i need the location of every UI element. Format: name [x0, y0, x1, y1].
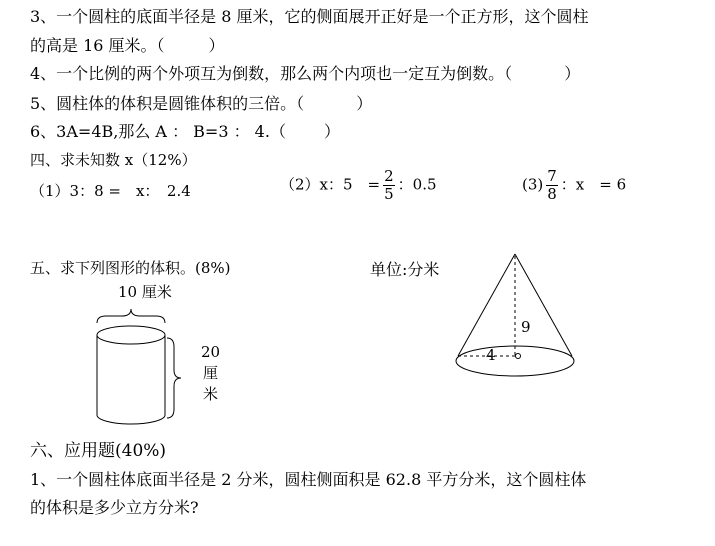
cone-center-point — [516, 354, 521, 359]
fraction-denominator: 8 — [547, 185, 557, 203]
section-6-title: 六、应用题(40%) — [30, 441, 167, 461]
cylinder-bottom-arc — [97, 415, 165, 424]
cone-base-ellipse — [456, 346, 574, 376]
paren-close: ） — [564, 64, 581, 83]
cone-height-label: 9 — [521, 318, 531, 336]
fraction-numerator: 2 — [384, 167, 394, 185]
paren-close: ） — [356, 94, 373, 113]
cylinder-top-brace — [97, 309, 165, 323]
height-value: 20 — [201, 343, 221, 361]
equation-2-suffix: ：0.5 — [397, 175, 437, 194]
question-3-line1: 3、一个圆柱的底面半径是 8 厘米，它的侧面展开正好是一个正方形，这个圆柱 — [30, 7, 589, 26]
fraction-denominator: 5 — [384, 185, 394, 203]
cylinder-diameter-label: 10 厘米 — [118, 283, 172, 301]
application-q1-line1: 1、一个圆柱体底面半径是 2 分米，圆柱侧面积是 62.8 平方分米，这个圆柱体 — [30, 470, 587, 489]
unit-label: 单位:分米 — [370, 260, 440, 279]
height-unit-char: 米 — [203, 385, 219, 403]
question-5-text: 5、圆柱体的体积是圆锥体积的三倍。（ — [30, 94, 305, 113]
equation-1: （1）3：8 = x： 2.4 — [30, 182, 191, 200]
question-3-text: 的高是 16 厘米。（ — [30, 36, 165, 55]
question-4-text: 4、一个比例的两个外项互为倒数，那么两个内项也一定互为倒数。（ — [30, 64, 513, 83]
paren-close: ） — [323, 122, 340, 141]
equation-2-prefix: （2）x：5 = — [280, 175, 381, 194]
cone-radius-label: 4 — [486, 346, 496, 364]
cylinder-figure — [97, 309, 181, 424]
fraction-numerator: 7 — [547, 167, 557, 185]
equation-3-suffix: ：x = 6 — [560, 175, 627, 194]
application-q1-line2: 的体积是多少立方分米? — [30, 498, 199, 517]
paren-close: ） — [208, 36, 225, 55]
cylinder-top-ellipse — [97, 326, 165, 344]
section-5-title: 五、求下列图形的体积。(8%) — [30, 259, 231, 277]
cone-figure — [456, 254, 574, 376]
cylinder-side-brace — [167, 338, 181, 418]
height-unit-char: 厘 — [203, 364, 219, 382]
equation-3-prefix: (3) — [522, 175, 544, 194]
question-6-text: 6、3A=4B,那么 A ： B=3 ： 4.（ — [30, 122, 286, 141]
section-4-title: 四、求未知数 x（12%） — [30, 151, 197, 169]
